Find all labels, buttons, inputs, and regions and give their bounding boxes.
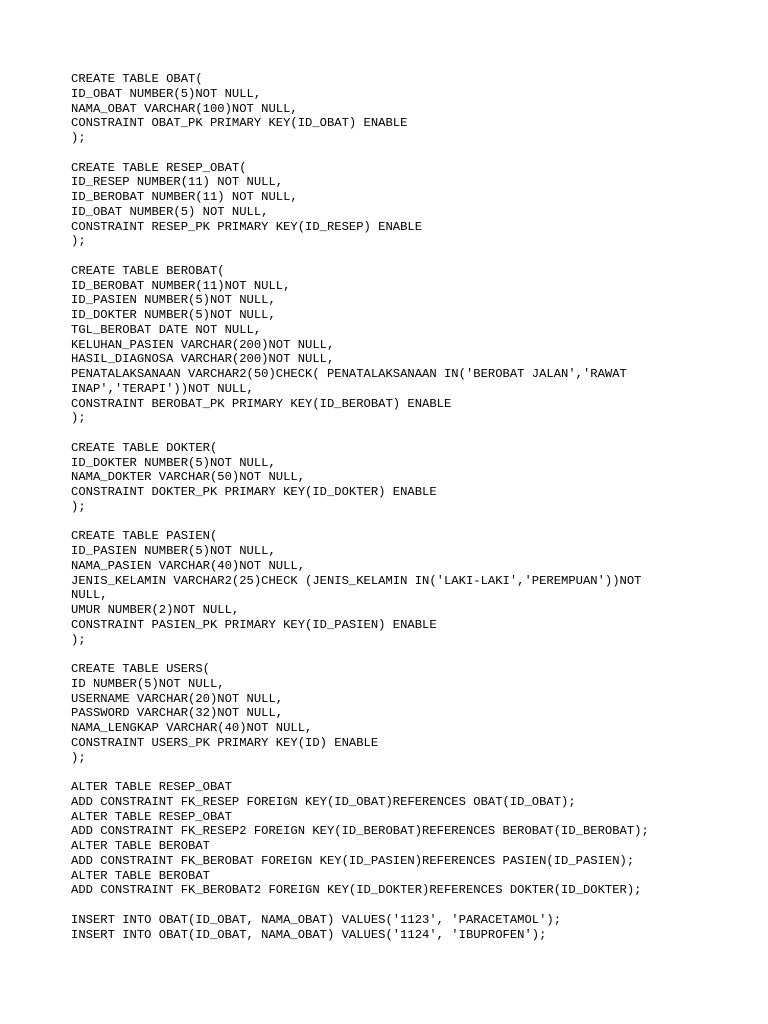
sql-line: KELUHAN_PASIEN VARCHAR(200)NOT NULL, xyxy=(71,337,335,352)
sql-line: PENATALAKSANAAN VARCHAR2(50)CHECK( PENATALAKSANAAN IN('BEROBAT JALAN','RAWAT xyxy=(71,367,627,381)
sql-line: CREATE TABLE USERS( xyxy=(71,662,210,676)
sql-line: NAMA_LENGKAP VARCHAR(40)NOT NULL, xyxy=(71,721,313,735)
sql-statement-block-insert-into-obat xyxy=(71,913,751,943)
sql-line: CREATE TABLE BEROBAT( xyxy=(71,263,225,278)
sql-line: ID_DOKTER NUMBER(5)NOT NULL, xyxy=(71,455,276,470)
sql-line: ); xyxy=(71,632,86,647)
sql-line: NAMA_OBAT VARCHAR(100)NOT NULL, xyxy=(71,101,298,116)
sql-line: NAMA_PASIEN VARCHAR(40)NOT NULL, xyxy=(71,558,306,573)
sql-line: ID_OBAT NUMBER(5) NOT NULL, xyxy=(71,204,269,219)
sql-line: JENIS_KELAMIN VARCHAR2(25)CHECK (JENIS_KELAMIN IN('LAKI-LAKI','PEREMPUAN'))NOT xyxy=(71,573,642,588)
sql-line: ALTER TABLE RESEP_OBAT xyxy=(71,809,232,824)
sql-line: CONSTRAINT DOKTER_PK PRIMARY KEY(ID_DOKTER) ENABLE xyxy=(71,485,437,499)
sql-line: CREATE TABLE OBAT( xyxy=(71,72,203,86)
sql-line: USERNAME VARCHAR(20)NOT NULL, xyxy=(71,691,284,706)
sql-line: NULL, xyxy=(71,588,108,603)
sql-line: ID_BEROBAT NUMBER(11) NOT NULL, xyxy=(71,190,298,204)
sql-line: ID_PASIEN NUMBER(5)NOT NULL, xyxy=(71,293,276,308)
sql-line: CONSTRAINT OBAT_PK PRIMARY KEY(ID_OBAT) ENABLE xyxy=(71,116,408,131)
sql-line: ID_RESEP NUMBER(11) NOT NULL, xyxy=(71,175,284,190)
sql-line: CREATE TABLE RESEP_OBAT( xyxy=(71,160,247,175)
sql-line: ID_PASIEN NUMBER(5)NOT NULL, xyxy=(71,544,276,558)
sql-statement-block-create-table-dokter xyxy=(71,441,751,515)
sql-line: INAP','TERAPI'))NOT NULL, xyxy=(71,381,254,396)
sql-line: ID_DOKTER NUMBER(5)NOT NULL, xyxy=(71,308,276,322)
sql-line: ); xyxy=(71,234,86,249)
sql-line: ); xyxy=(71,750,86,765)
sql-line: ); xyxy=(71,411,86,426)
sql-line: ALTER TABLE BEROBAT xyxy=(71,868,210,883)
sql-statement-block-create-table-berobat xyxy=(71,264,751,426)
document-page xyxy=(71,72,751,957)
sql-statement-block-create-table-obat xyxy=(71,72,751,146)
sql-line: INSERT INTO OBAT(ID_OBAT, NAMA_OBAT) VALUES('1123', 'PARACETAMOL'); xyxy=(71,912,562,927)
sql-line: CONSTRAINT RESEP_PK PRIMARY KEY(ID_RESEP) ENABLE xyxy=(71,219,423,234)
sql-line: ADD CONSTRAINT FK_RESEP2 FOREIGN KEY(ID_BEROBAT)REFERENCES BEROBAT(ID_BEROBAT); xyxy=(71,824,649,839)
sql-line: ADD CONSTRAINT FK_BEROBAT2 FOREIGN KEY(ID_DOKTER)REFERENCES DOKTER(ID_DOKTER); xyxy=(71,883,642,898)
sql-line: UMUR NUMBER(2)NOT NULL, xyxy=(71,603,240,617)
sql-line: ID_BEROBAT NUMBER(11)NOT NULL, xyxy=(71,278,291,293)
sql-line: ); xyxy=(71,131,86,145)
sql-line: CREATE TABLE PASIEN( xyxy=(71,529,218,544)
sql-statement-block-create-table-resep-obat xyxy=(71,161,751,250)
sql-line: ADD CONSTRAINT FK_BEROBAT FOREIGN KEY(ID_PASIEN)REFERENCES PASIEN(ID_PASIEN); xyxy=(71,853,635,868)
sql-statement-block-alter-table-constraints xyxy=(71,780,751,898)
sql-line: ALTER TABLE RESEP_OBAT xyxy=(71,780,232,794)
sql-line: PASSWORD VARCHAR(32)NOT NULL, xyxy=(71,706,284,721)
sql-line: ADD CONSTRAINT FK_RESEP FOREIGN KEY(ID_OBAT)REFERENCES OBAT(ID_OBAT); xyxy=(71,794,576,809)
sql-line: NAMA_DOKTER VARCHAR(50)NOT NULL, xyxy=(71,470,306,485)
sql-line: CONSTRAINT USERS_PK PRIMARY KEY(ID) ENABLE xyxy=(71,735,379,750)
sql-statement-block-create-table-users xyxy=(71,662,751,765)
sql-line: TGL_BEROBAT DATE NOT NULL, xyxy=(71,322,262,337)
sql-line: CONSTRAINT BEROBAT_PK PRIMARY KEY(ID_BEROBAT) ENABLE xyxy=(71,396,452,411)
sql-line: CONSTRAINT PASIEN_PK PRIMARY KEY(ID_PASIEN) ENABLE xyxy=(71,617,437,632)
sql-line: ID_OBAT NUMBER(5)NOT NULL, xyxy=(71,86,262,101)
sql-line: ); xyxy=(71,499,86,514)
sql-script xyxy=(71,72,751,942)
sql-line: HASIL_DIAGNOSA VARCHAR(200)NOT NULL, xyxy=(71,352,335,367)
sql-line: INSERT INTO OBAT(ID_OBAT, NAMA_OBAT) VALUES('1124', 'IBUPROFEN'); xyxy=(71,927,547,942)
sql-statement-block-create-table-pasien xyxy=(71,529,751,647)
sql-line: CREATE TABLE DOKTER( xyxy=(71,440,218,455)
sql-line: ID NUMBER(5)NOT NULL, xyxy=(71,676,225,691)
sql-line: ALTER TABLE BEROBAT xyxy=(71,839,210,853)
